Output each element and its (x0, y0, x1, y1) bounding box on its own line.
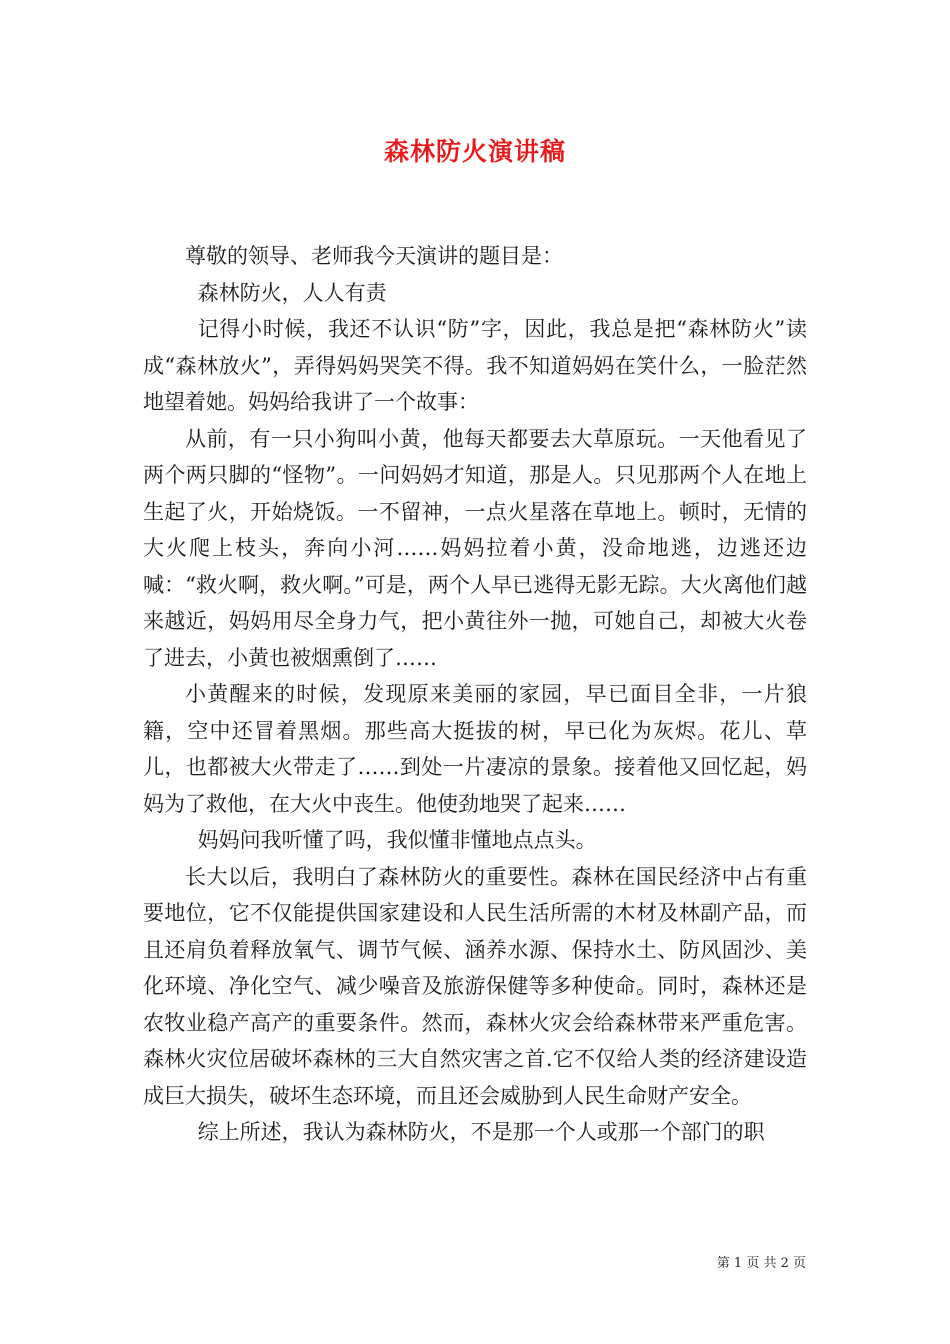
paragraph-topic: 森林防火，人人有责 (197, 280, 387, 305)
page-number-footer: 第 1 页 共 2 页 (716, 1256, 806, 1271)
paragraph-understood: 妈妈问我听懂了吗，我似懂非懂地点点头。 (197, 828, 597, 852)
paragraph-conclusion: 综上所述，我认为森林防火，不是那一个人或那一个部门的职 (197, 1120, 765, 1144)
paragraph-salutation: 尊敬的领导、老师我今天演讲的题目是： (185, 244, 563, 268)
paragraph-story: 从前，有一只小狗叫小黄，他每天都要去大草原玩。一天他看见了两个两只脚的“怪物”。一问妈妈才知道，那是人。只见那两个人在地上生起了火，开始烧饭。一不留神，一点火星落在草地上。顿时，无情的大火爬上枝头，奔向小河……妈妈拉着小黄，没命地逃，边逃还边喊：“救火啊，救火啊。”可是，两个人早已逃得无影无踪。大火离他们越来越近，妈妈用尽全身力气，把小黄往外一抛，可她自己，却被大火卷了进去，小黄也被烟熏倒了…… (143, 426, 807, 670)
document-body (143, 238, 807, 1151)
paragraph-aftermath: 小黄醒来的时候，发现原来美丽的家园，早已面目全非，一片狼籍，空中还冒着黑烟。那些高大挺拔的树，早已化为灰烬。花儿、草儿，也都被大火带走了……到处一片凄凉的景象。接着他又回忆起，妈妈为了救他，在大火中丧生。他使劲地哭了起来…… (143, 682, 807, 816)
paragraph-childhood: 记得小时候，我还不认识“防”字，因此，我总是把“森林防火”读成“森林放火”，弄得妈妈哭笑不得。我不知道妈妈在笑什么，一脸茫然地望着她。妈妈给我讲了一个故事： (143, 317, 807, 414)
page-title: 森林防火演讲稿 (383, 137, 566, 166)
paragraph-importance: 长大以后，我明白了森林防火的重要性。森林在国民经济中占有重要地位，它不仅能提供国家建设和人民生活所需的木材及林副产品，而且还肩负着释放氧气、调节气候、涵养水源、保持水土、防风固沙、美化环境、净化空气、减少噪音及旅游保健等多种使命。同时，森林还是农牧业稳产高产的重要条件。然而，森林火灾会给森林带来严重危害。森林火灾位居破坏森林的三大自然灾害之首.它不仅给人类的经济建设造成巨大损失，破坏生态环境，而且还会威胁到人民生命财产安全。 (143, 864, 807, 1108)
